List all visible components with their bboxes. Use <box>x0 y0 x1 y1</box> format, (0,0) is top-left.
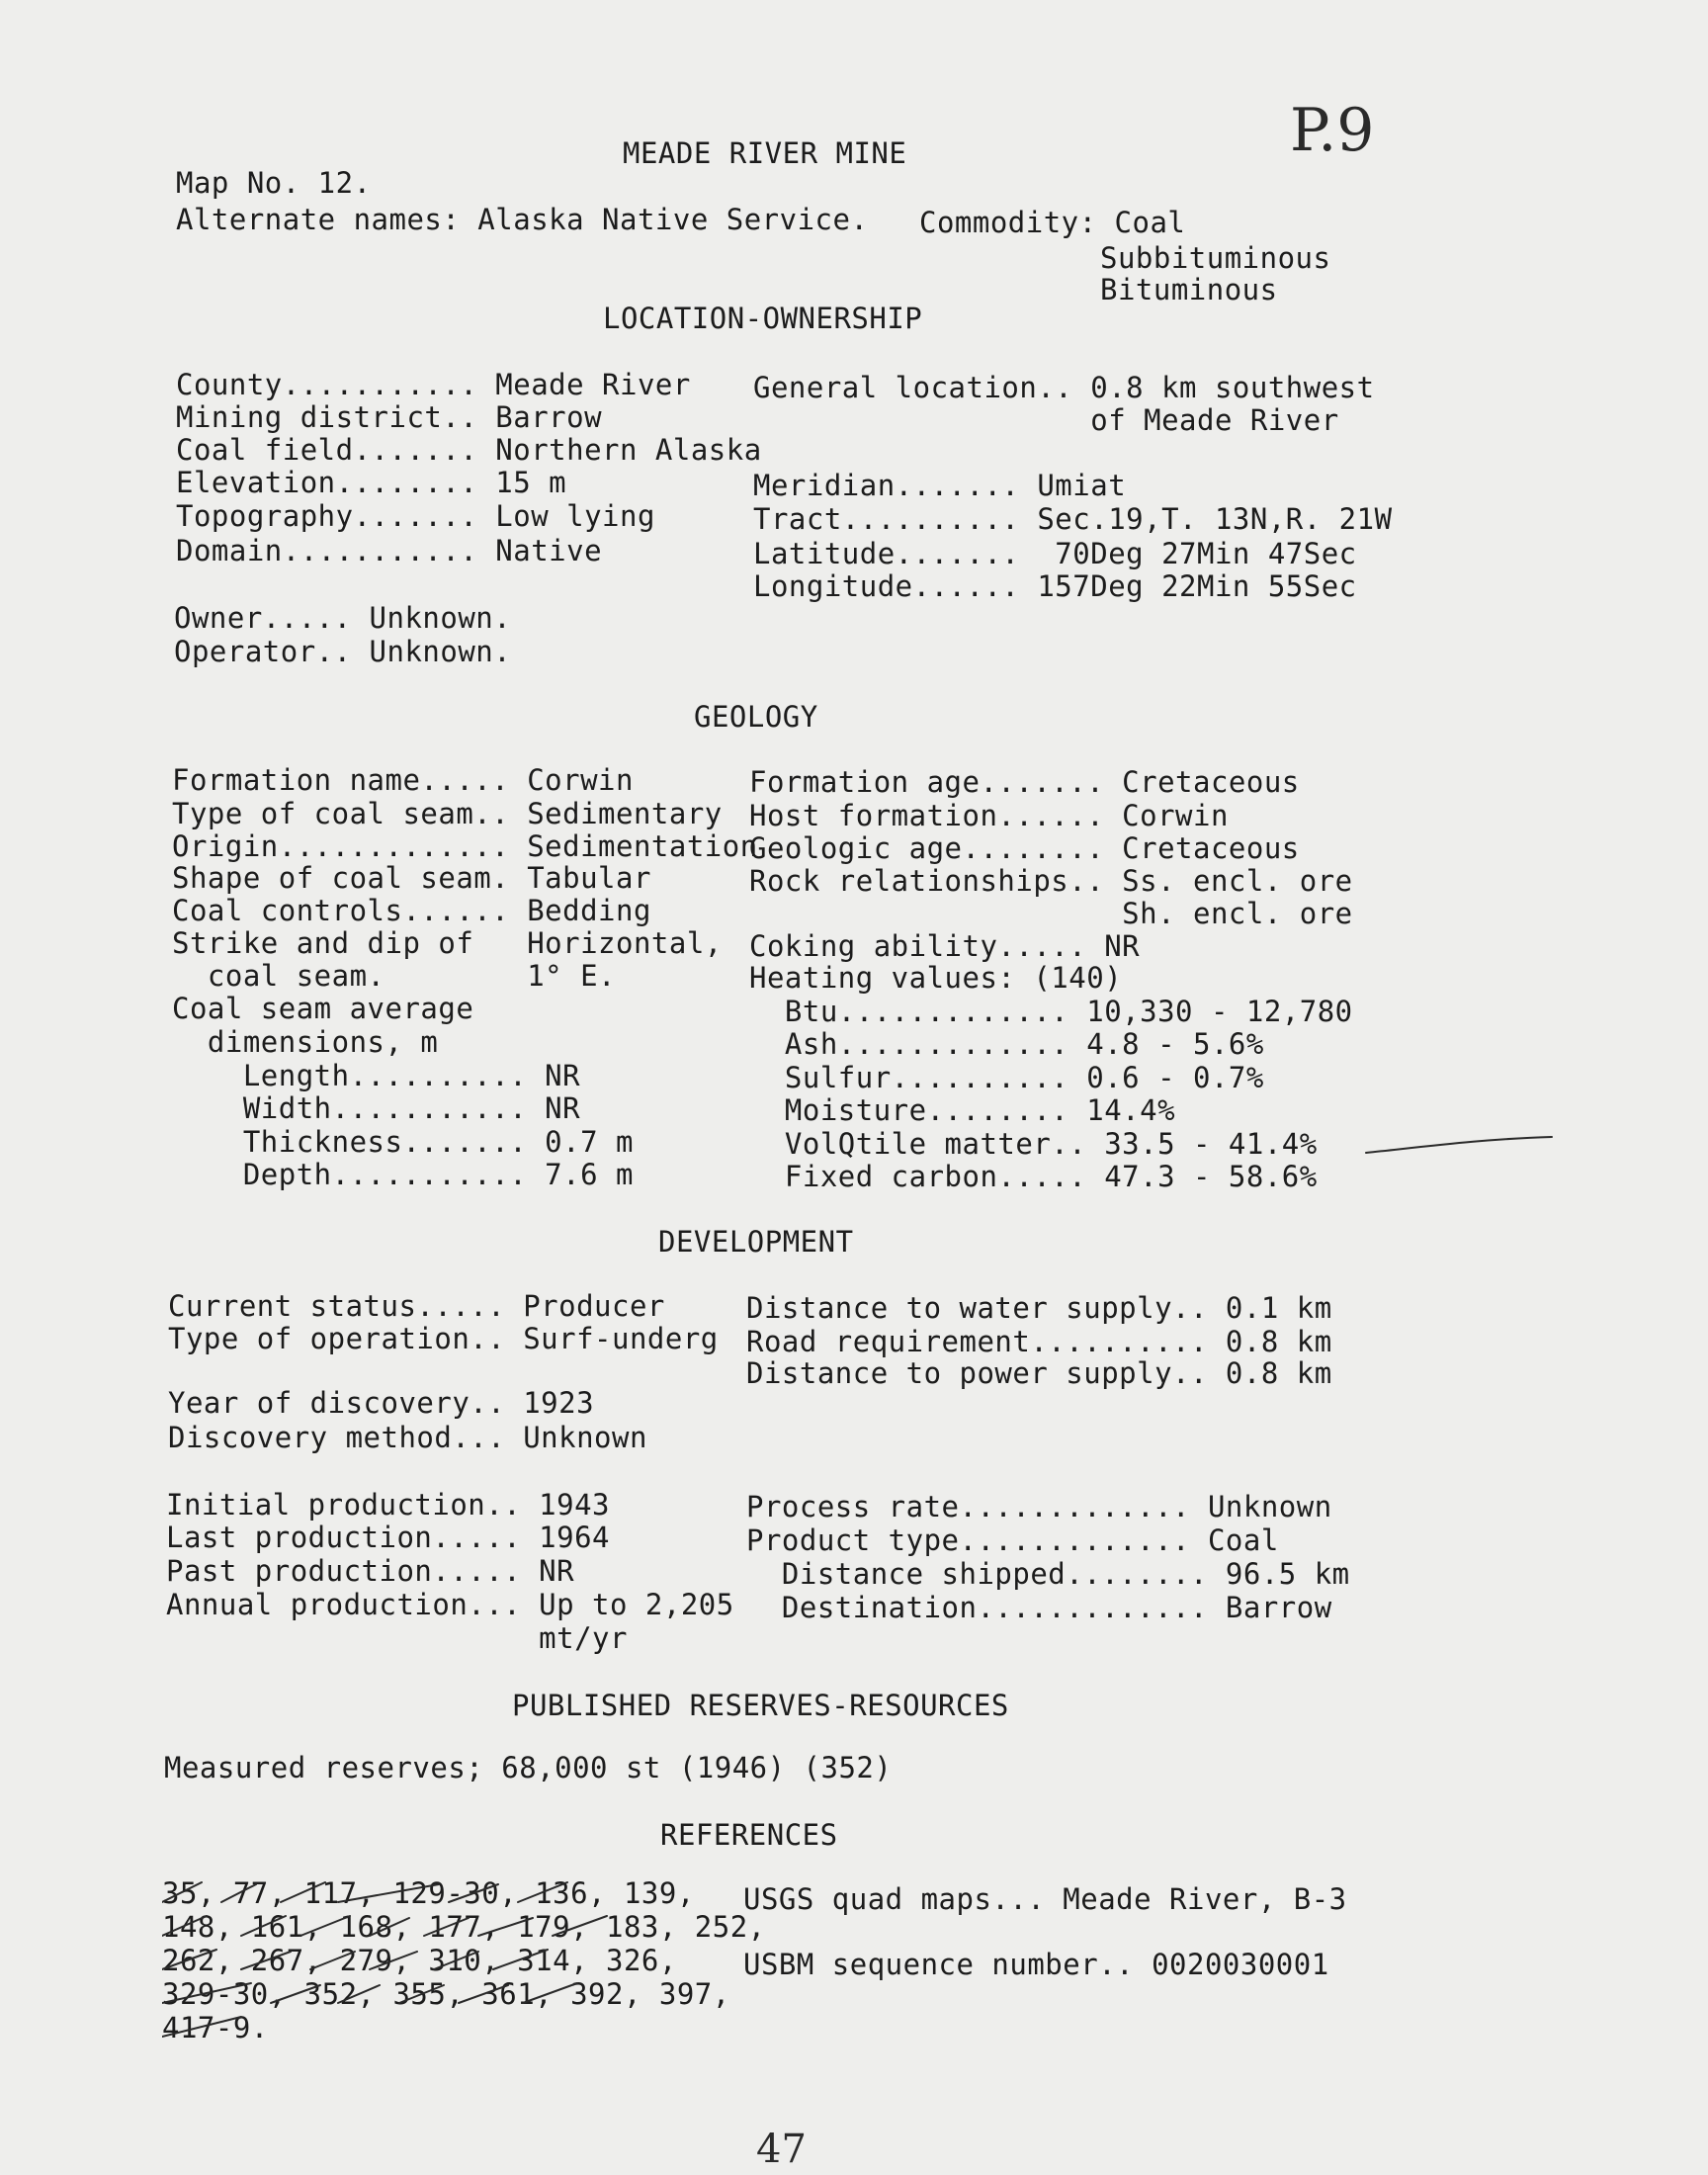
usgs-quad-maps: USGS quad maps... Meade River, B-3 <box>743 1882 1347 1916</box>
handwritten-page-mark: P.9 <box>1290 96 1375 165</box>
development-left-line: Year of discovery.. 1923 <box>168 1386 595 1420</box>
geology-right-line: Host formation...... Corwin <box>749 799 1229 832</box>
location-right-line: of Meade River <box>753 403 1339 437</box>
location-right-line: Meridian....... Umiat <box>753 469 1127 502</box>
location-right-line: Longitude...... 157Deg 22Min 55Sec <box>753 569 1357 603</box>
geology-left-line: Shape of coal seam. Tabular <box>172 861 651 895</box>
geology-right-line: Rock relationships.. Ss. encl. ore <box>749 864 1353 898</box>
development-right-line: Process rate............. Unknown <box>746 1490 1332 1523</box>
location-left-line: Domain........... Native <box>176 534 603 567</box>
geology-left-line: Coal seam average <box>172 992 474 1025</box>
reference-line: 417-9. <box>162 2011 269 2044</box>
development-right-line: Destination............. Barrow <box>746 1591 1332 1624</box>
geology-right-line: Sh. encl. ore <box>749 897 1353 930</box>
geology-left-line: Strike and dip of Horizontal, <box>172 926 723 960</box>
geology-left-line: Thickness....... 0.7 m <box>172 1125 634 1159</box>
geology-right-line: Btu............. 10,330 - 12,780 <box>749 995 1353 1028</box>
geology-right-line: Fixed carbon..... 47.3 - 58.6% <box>749 1160 1318 1193</box>
geology-left-line: Origin............. Sedimentation <box>172 829 758 863</box>
section-heading-references: REFERENCES <box>660 1818 838 1852</box>
development-left-line: Current status..... Producer <box>168 1289 665 1323</box>
development-left-line: Discovery method... Unknown <box>168 1421 647 1454</box>
development-left-line: Annual production... Up to 2,205 <box>166 1588 734 1621</box>
development-right-line: Distance to water supply.. 0.1 km <box>746 1291 1332 1325</box>
development-right-line: Distance shipped........ 96.5 km <box>746 1557 1350 1591</box>
development-left-line: Last production..... 1964 <box>166 1521 610 1554</box>
usbm-sequence-number: USBM sequence number.. 0020030001 <box>743 1948 1329 1981</box>
development-left-line: Initial production.. 1943 <box>166 1488 610 1522</box>
geology-left-line: Type of coal seam.. Sedimentary <box>172 797 723 830</box>
geology-left-line: coal seam. 1° E. <box>172 959 616 993</box>
geology-left-line: Length.......... NR <box>172 1059 581 1092</box>
reference-line: 262, 267, 279, 310, 314, 326, <box>162 1944 677 1977</box>
geology-right-line: Ash............. 4.8 - 5.6% <box>749 1027 1264 1061</box>
geology-left-line: dimensions, m <box>172 1025 439 1059</box>
development-right-line: Distance to power supply.. 0.8 km <box>746 1356 1332 1390</box>
geology-left-line: Depth........... 7.6 m <box>172 1158 634 1191</box>
location-right-line: General location.. 0.8 km southwest <box>753 371 1375 404</box>
commodity-subbituminous: Subbituminous <box>1100 241 1331 275</box>
development-left-line: Type of operation.. Surf-underg <box>168 1322 719 1355</box>
map-number: Map No. 12. <box>176 166 372 200</box>
location-right-line: Tract.......... Sec.19,T. 13N,R. 21W <box>753 502 1393 536</box>
reference-line: 148, 161, 168, 177, 179, 183, 252, <box>162 1910 766 1944</box>
measured-reserves: Measured reserves; 68,000 st (1946) (352) <box>164 1751 893 1784</box>
operator-line: Operator.. Unknown. <box>174 635 512 668</box>
geology-right-line: Geologic age........ Cretaceous <box>749 831 1300 865</box>
development-right-line: Road requirement.......... 0.8 km <box>746 1325 1332 1358</box>
location-left-line: Elevation........ 15 m <box>176 466 567 499</box>
section-heading-geology: GEOLOGY <box>694 700 818 734</box>
geology-left-line: Formation name..... Corwin <box>172 763 634 797</box>
development-left-line: mt/yr <box>166 1621 628 1655</box>
pen-mark-line <box>1364 1127 1562 1167</box>
location-left-line: Coal field....... Northern Alaska <box>176 433 762 467</box>
geology-right-line: Heating values: (140) <box>749 961 1123 995</box>
section-heading-development: DEVELOPMENT <box>658 1225 854 1259</box>
location-left-line: Mining district.. Barrow <box>176 400 603 434</box>
section-heading-reserves: PUBLISHED RESERVES-RESOURCES <box>512 1689 1009 1722</box>
reference-line: 329-30, 352, 355, 361, 392, 397, <box>162 1977 730 2011</box>
section-heading-location: LOCATION-OWNERSHIP <box>603 302 923 335</box>
geology-right-line: VolQtile matter.. 33.5 - 41.4% <box>749 1127 1318 1161</box>
owner-line: Owner..... Unknown. <box>174 601 512 635</box>
geology-right-line: Formation age....... Cretaceous <box>749 765 1300 799</box>
reference-line: 35, 77, 117, 129-30, 136, 139, <box>162 1876 695 1910</box>
development-left-line: Past production..... NR <box>166 1554 575 1588</box>
location-right-line: Latitude....... 70Deg 27Min 47Sec <box>753 537 1357 570</box>
geology-left-line: Width........... NR <box>172 1091 581 1125</box>
page-title: MEADE RIVER MINE <box>623 136 907 170</box>
geology-right-line: Moisture........ 14.4% <box>749 1093 1176 1127</box>
geology-left-line: Coal controls...... Bedding <box>172 894 651 927</box>
geology-right-line: Coking ability..... NR <box>749 929 1141 963</box>
development-right-line: Product type............. Coal <box>746 1523 1279 1557</box>
commodity-label: Commodity: Coal <box>919 206 1186 239</box>
location-left-line: County........... Meade River <box>176 368 691 401</box>
alternate-names: Alternate names: Alaska Native Service. <box>176 203 869 236</box>
page-number: 47 <box>756 2127 807 2172</box>
geology-right-line: Sulfur.......... 0.6 - 0.7% <box>749 1061 1264 1094</box>
location-left-line: Topography....... Low lying <box>176 499 655 533</box>
reference-strike-marks <box>162 1876 716 2054</box>
commodity-bituminous: Bituminous <box>1100 273 1278 306</box>
